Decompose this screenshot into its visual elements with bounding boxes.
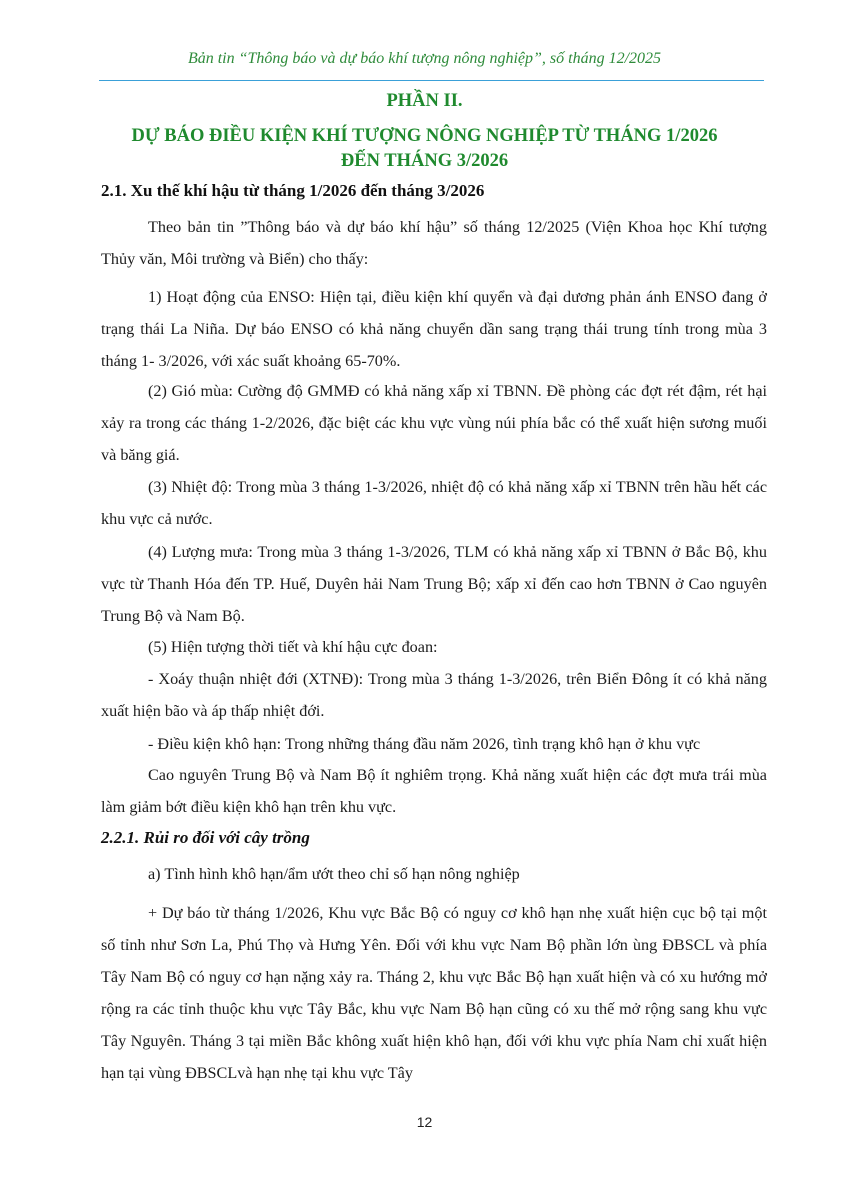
header-divider [99, 80, 764, 81]
drought-forecast-paragraph: + Dự báo từ tháng 1/2026, Khu vực Bắc Bộ có nguy cơ khô hạn nhẹ xuất hiện cục bộ tại một số tỉnh như Sơn La, Phú Thọ và Hưng Yên. Đối với khu vực Nam Bộ phần lớn ùng ĐBSCL và phía Tây Nam Bộ có nguy cơ hạn nặng xảy ra. Tháng 2, khu vực Bắc Bộ hạn xuất hiện và có xu hướng mở rộng ra các tỉnh thuộc khu vực Tây Bắc, khu vực Nam Bộ hạn cũng có xu thế mở rộng sang khu vực Tây Nguyên. Tháng 3 tại miền Bắc không xuất hiện khô hạn, đối với khu vực phía Nam chỉ xuất hiện hạn tại vùng ĐBSCLvà hạn nhẹ tại khu vực Tây [101, 904, 767, 1082]
drought-line: - Điều kiện khô hạn: Trong những tháng đầu năm 2026, tình trạng khô hạn ở khu vực [148, 735, 701, 753]
tropical-cyclone-paragraph: - Xoáy thuận nhiệt đới (XTNĐ): Trong mùa 3 tháng 1-3/2026, trên Biển Đông ít có khả năng xuất hiện bão và áp thấp nhiệt đới. [101, 670, 767, 720]
intro-paragraph: Theo bản tin ”Thông báo và dự báo khí hậu” số tháng 12/2025 (Viện Khoa học Khí tượng Thủy văn, Môi trường và Biển) cho thấy: [101, 218, 767, 268]
part-title-line2: ĐẾN THÁNG 3/2026 [340, 151, 509, 171]
enso-paragraph: 1) Hoạt động của ENSO: Hiện tại, điều kiện khí quyển và đại dương phản ánh ENSO đang ở trạng thái La Niña. Dự báo ENSO có khả năng chuyển dần sang trạng thái trung tính trong mùa 3 tháng 1- 3/2026, với xác suất khoảng 65-70%. [101, 288, 767, 370]
part-title-line1: DỰ BÁO ĐIỀU KIỆN KHÍ TƯỢNG NÔNG NGHIỆP TỪ THÁNG 1/2026 [131, 126, 718, 146]
monsoon-paragraph: (2) Gió mùa: Cường độ GMMĐ có khả năng xấp xỉ TBNN. Đề phòng các đợt rét đậm, rét hại xảy ra trong các tháng 1-2/2026, đặc biệt các khu vực vùng núi phía bắc có thể xuất hiện sương muối và băng giá. [101, 382, 767, 464]
section-heading: 2.1. Xu thế khí hậu từ tháng 1/2026 đến tháng 3/2026 [101, 181, 485, 200]
subsection-heading: 2.2.1. Rủi ro đối với cây trồng [101, 828, 310, 847]
drought-paragraph: Cao nguyên Trung Bộ và Nam Bộ ít nghiêm trọng. Khả năng xuất hiện các đợt mưa trái mùa làm giảm bớt điều kiện khô hạn trên khu vực. [101, 766, 767, 816]
part-title [0, 124, 849, 174]
page-number: 12 [416, 1114, 433, 1130]
drought-index-heading: a) Tình hình khô hạn/ẩm ướt theo chỉ số hạn nông nghiệp [148, 865, 520, 883]
part-label: PHẦN II. [386, 91, 463, 111]
rainfall-paragraph: (4) Lượng mưa: Trong mùa 3 tháng 1-3/2026, TLM có khả năng xấp xỉ TBNN ở Bắc Bộ, khu vực từ Thanh Hóa đến TP. Huế, Duyên hải Nam Trung Bộ; xấp xỉ đến cao hơn TBNN ở Cao nguyên Trung Bộ và Nam Bộ. [101, 543, 767, 625]
extreme-events-heading: (5) Hiện tượng thời tiết và khí hậu cực đoan: [148, 638, 438, 656]
running-header: Bản tin “Thông báo và dự báo khí tượng nông nghiệp”, số tháng 12/2025 [187, 50, 662, 67]
temperature-paragraph: (3) Nhiệt độ: Trong mùa 3 tháng 1-3/2026, nhiệt độ có khả năng xấp xỉ TBNN trên hầu hết các khu vực cả nước. [101, 478, 767, 528]
